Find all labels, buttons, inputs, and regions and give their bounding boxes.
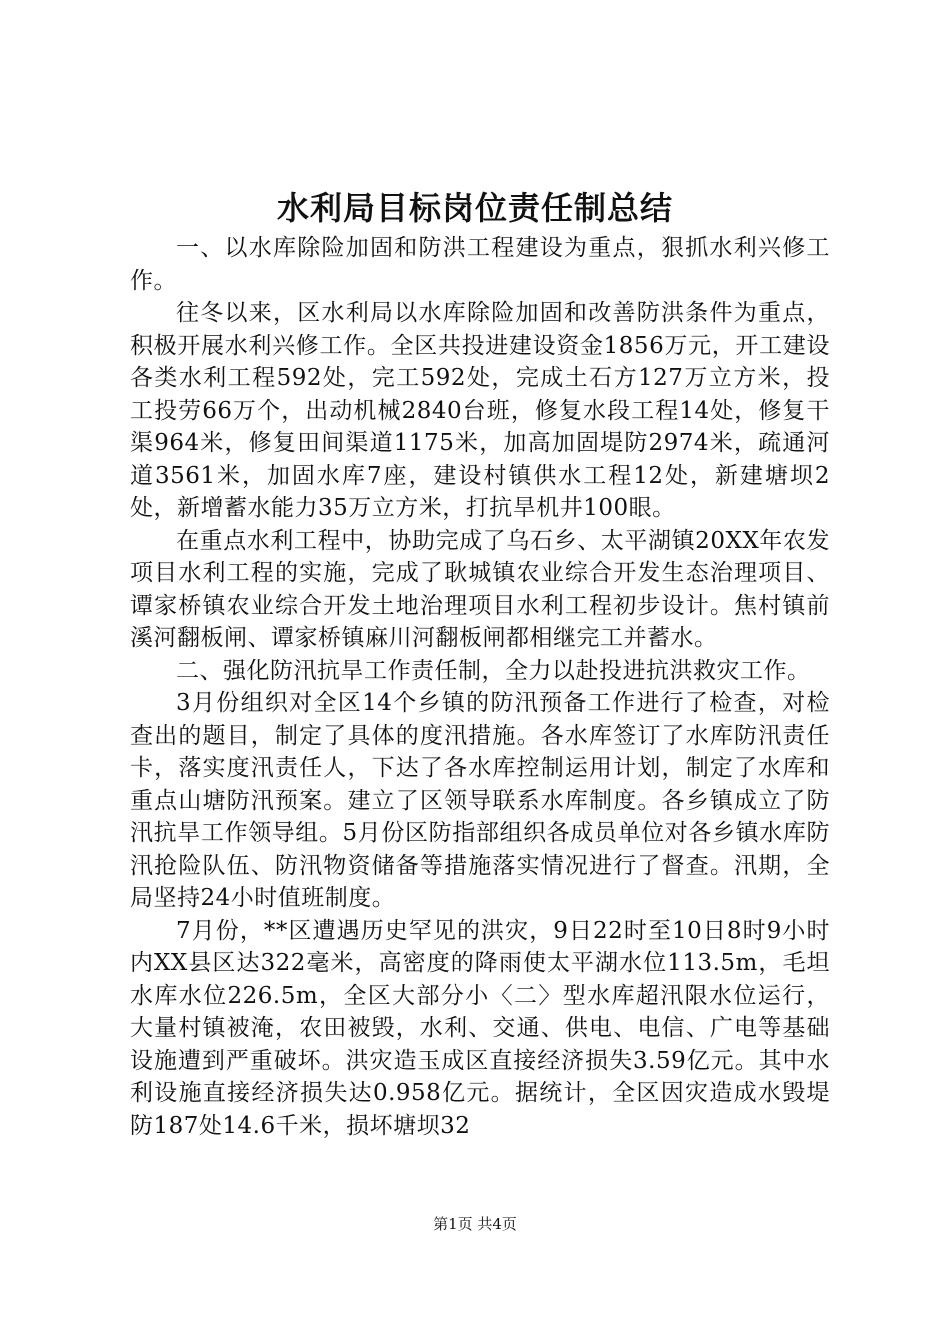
page-footer: 第1页 共4页 (433, 1215, 517, 1233)
paragraph-flood-preparation: 3月份组织对全区14个乡镇的防汛预备工作进行了检查，对检查出的题目，制定了具体的度汛措施。各水库签订了水库防汛责任卡，落实度汛责任人，下达了各水库控制运用计划，制定了水库和重点山塘防汛预案。建立了区领导联系水库制度。各乡镇成立了防汛抗旱工作领导组。5月份区防指部组织各成员单位对各乡镇水库防汛抢险队伍、防汛物资储备等措施落实情况进行了督查。汛期，全局坚持24小时值班制度。 (130, 690, 830, 911)
section-heading-1: 一、以水库除险加固和防洪工程建设为重点，狠抓水利兴修工作。 (130, 235, 830, 294)
section-heading-2: 二、强化防汛抗旱工作责任制，全力以赴投进抗洪救灾工作。 (176, 657, 811, 684)
document-title: 水利局目标岗位责任制总结 (276, 189, 673, 227)
paragraph-construction-summary: 往冬以来，区水利局以水库除险加固和改善防洪条件为重点，积极开展水利兴修工作。全区共投进建设资金1856万元，开工建设各类水利工程592处，完工592处，完成土石方127万立方米，投工投劳66万个，出动机械2840台班，修复水段工程14处，修复干渠964米，修复田间渠道1175米，加高加固堤防2974米，疏通河道3561米，加固水库7座，建设村镇供水工程12处，新建塘坝2处，新增蓄水能力35万立方米，打抗旱机井100眼。 (130, 300, 830, 521)
paragraph-flood-disaster: 7月份，**区遭遇历史罕见的洪灾，9日22时至10日8时9小时内XX县区达322毫米，高密度的降雨使太平湖水位113.5m，毛坦水库水位226.5m，全区大部分小〈二〉型水库超汛限水位运行，大量村镇被淹，农田被毁，水利、交通、供电、电信、广电等基础设施遭到严重破坏。洪灾造玉成区直接经济损失3.59亿元。其中水利设施直接经济损失达0.958亿元。据统计，全区因灾造成水毁堤防187处14.6千米，损坏塘坝32 (130, 917, 830, 1139)
document-body (130, 232, 830, 1142)
paragraph-key-projects: 在重点水利工程中，协助完成了乌石乡、太平湖镇20XX年农发项目水利工程的实施，完成了耿城镇农业综合开发生态治理项目、谭家桥镇农业综合开发土地治理项目水利工程初步设计。焦村镇前溪河翻板闸、谭家桥镇麻川河翻板闸都相继完工并蓄水。 (130, 527, 830, 651)
